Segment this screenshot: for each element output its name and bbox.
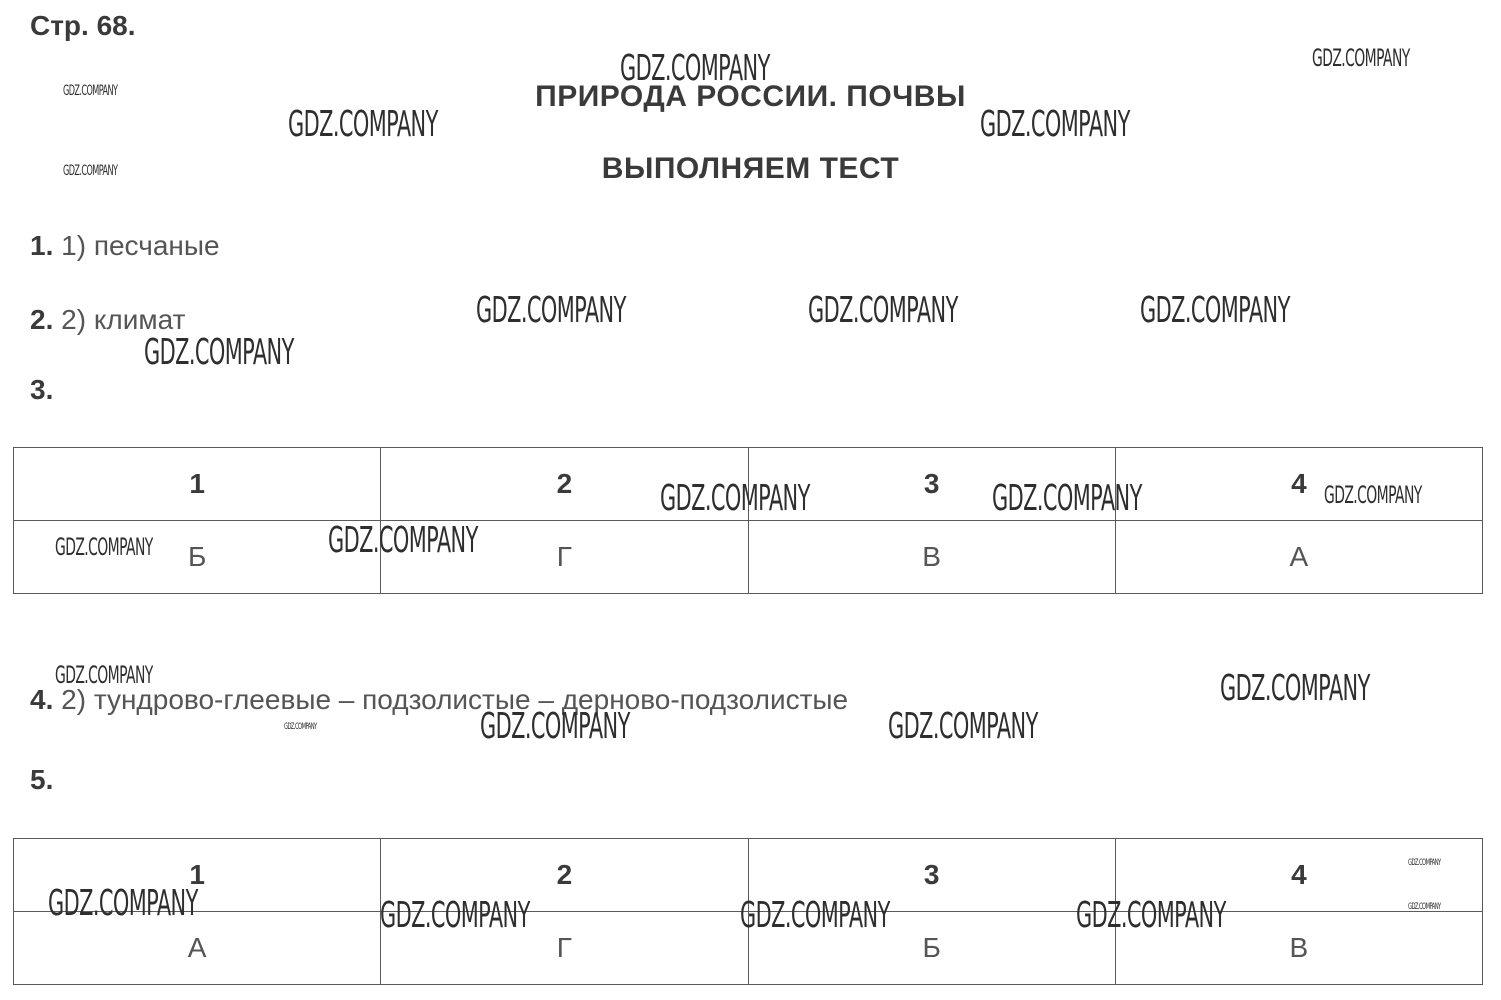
answer-5-number: 5. xyxy=(30,764,54,795)
watermark: GDZ.COMPANY xyxy=(1140,290,1290,331)
table-cell: Б xyxy=(748,912,1115,985)
watermark: GDZ.COMPANY xyxy=(55,533,153,561)
answer-3 xyxy=(30,374,53,406)
answer-3-table xyxy=(13,447,1483,594)
answer-1 xyxy=(30,230,220,262)
watermark: GDZ.COMPANY xyxy=(808,290,958,331)
table-cell: В xyxy=(748,521,1115,594)
section-subtitle: ВЫПОЛНЯЕМ ТЕСТ xyxy=(601,152,900,185)
watermark: GDZ.COMPANY xyxy=(284,722,317,732)
watermark: GDZ.COMPANY xyxy=(1408,858,1441,868)
watermark: GDZ.COMPANY xyxy=(476,290,626,331)
watermark: GDZ.COMPANY xyxy=(980,104,1130,145)
answer-2-number: 2. xyxy=(30,304,54,335)
page-number: Стр. 68. xyxy=(30,10,136,41)
answer-4-text: 2) тундрово-глеевые – подзолистые – дерново-подзолистые xyxy=(61,684,849,715)
watermark: GDZ.COMPANY xyxy=(63,83,118,99)
watermark: GDZ.COMPANY xyxy=(328,520,478,561)
table-header-cell: 2 xyxy=(381,839,748,912)
answer-4 xyxy=(30,684,848,716)
table-header-cell: 4 xyxy=(1115,839,1482,912)
watermark: GDZ.COMPANY xyxy=(380,895,530,936)
table-header-cell: 1 xyxy=(14,839,381,912)
watermark: GDZ.COMPANY xyxy=(144,332,294,373)
answer-2-text: 2) климат xyxy=(61,304,186,335)
answer-5-table xyxy=(13,838,1483,985)
watermark: GDZ.COMPANY xyxy=(620,48,770,89)
table-header-cell: 3 xyxy=(748,839,1115,912)
section-title: ПРИРОДА РОССИИ. ПОЧВЫ xyxy=(535,80,966,113)
table-header-cell: 4 xyxy=(1115,448,1482,521)
table-header-row xyxy=(14,839,1483,912)
table-cell: А xyxy=(14,912,381,985)
answer-5 xyxy=(30,764,53,796)
watermark: GDZ.COMPANY xyxy=(1324,481,1422,509)
watermark: GDZ.COMPANY xyxy=(48,883,198,924)
table-row xyxy=(14,521,1483,594)
watermark: GDZ.COMPANY xyxy=(888,706,1038,747)
watermark: GDZ.COMPANY xyxy=(1312,44,1410,72)
watermark: GDZ.COMPANY xyxy=(1408,902,1441,912)
table-header-row xyxy=(14,448,1483,521)
table-header-cell: 1 xyxy=(14,448,381,521)
table-row xyxy=(14,912,1483,985)
answer-4-number: 4. xyxy=(30,684,54,715)
table-header-cell: 3 xyxy=(748,448,1115,521)
table-cell: А xyxy=(1115,521,1482,594)
watermark: GDZ.COMPANY xyxy=(1076,895,1226,936)
watermark: GDZ.COMPANY xyxy=(992,478,1142,519)
watermark: GDZ.COMPANY xyxy=(55,661,153,689)
answer-1-text: 1) песчаные xyxy=(61,230,220,261)
table-cell: В xyxy=(1115,912,1482,985)
table-cell: Г xyxy=(381,521,748,594)
table-cell: Г xyxy=(381,912,748,985)
table-header-cell: 2 xyxy=(381,448,748,521)
watermark: GDZ.COMPANY xyxy=(1220,668,1370,709)
watermark: GDZ.COMPANY xyxy=(740,895,890,936)
watermark: GDZ.COMPANY xyxy=(660,478,810,519)
answer-2 xyxy=(30,304,185,336)
answer-1-number: 1. xyxy=(30,230,54,261)
watermark: GDZ.COMPANY xyxy=(288,104,438,145)
table-cell: Б xyxy=(14,521,381,594)
watermark: GDZ.COMPANY xyxy=(63,163,118,179)
answer-3-number: 3. xyxy=(30,374,54,405)
watermark: GDZ.COMPANY xyxy=(480,706,630,747)
